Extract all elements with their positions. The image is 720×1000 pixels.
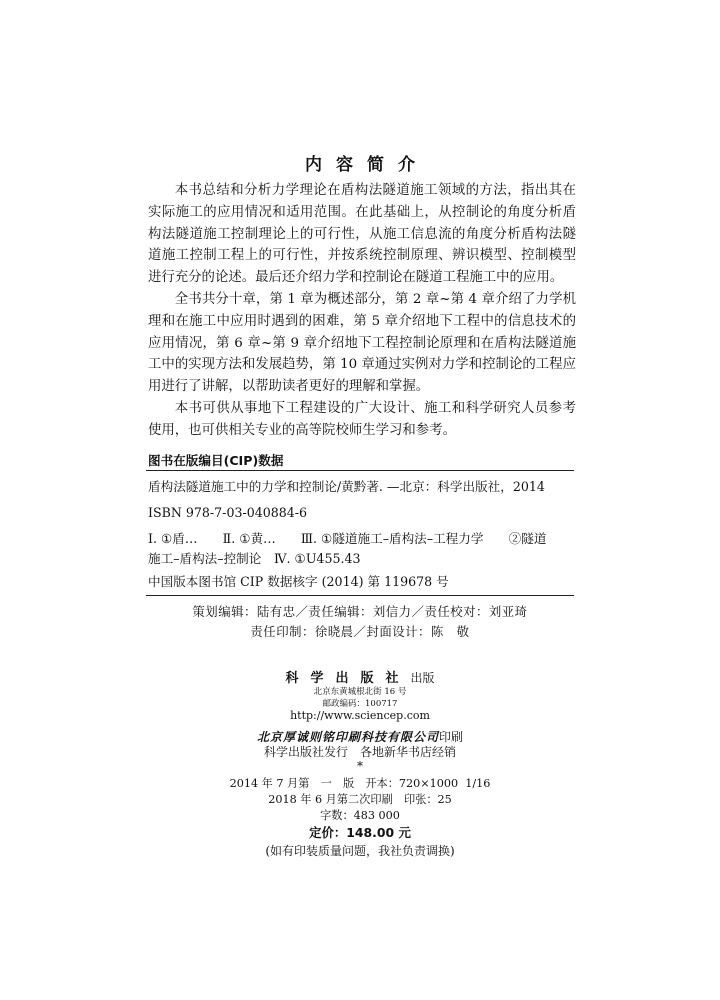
word-count: 字数：483 000 [320, 809, 400, 822]
credits-line-2: 责任印制：徐晓晨／封面设计：陈 敬 [250, 624, 470, 639]
credits-line-1: 策划编辑：陆有忠／责任编辑：刘信力／责任校对：刘亚琦 [192, 604, 528, 619]
summary-title: 内容简介 [305, 155, 429, 175]
printer-name: 北京厚诚则铭印刷科技有限公司 [256, 730, 439, 744]
publisher-line [0, 667, 720, 686]
cip-header: 图书在版编目(CIP)数据 [148, 453, 284, 468]
summary-paragraph-3: 本书可供从事地下工程建设的广大设计、施工和科学研究人员参考使用，也可供相关专业的高等院校师生学习和参考。 [148, 400, 576, 438]
separator-star: * [357, 759, 363, 773]
cip-classification-2: 施工–盾构法–控制论 Ⅳ. ①U455.43 [148, 551, 361, 566]
publisher-suffix: 出版 [410, 671, 435, 685]
summary-paragraph-2: 全书共分十章，第 1 章为概述部分，第 2 章~第 4 章介绍了力学机理和在施工中应用时遇到的困难，第 5 章介绍地下工程中的信息技术的应用情况，第 6 章~第 9 章介绍地下工程控制论原理和在盾构法隧道施工中的实现方法和发展趋势，第 10 章通过实例对力学和控制论的工程应用进行了讲解，以帮助读者更好的理解和掌握。 [148, 291, 576, 395]
summary-body [148, 180, 576, 442]
publisher-name: 科学出版社 [285, 671, 411, 686]
distribution-line: 科学出版社发行 各地新华书店经销 [263, 745, 456, 759]
cip-bottom-rule [146, 595, 574, 596]
summary-paragraph-1: 本书总结和分析力学理论在盾构法隧道施工领域的方法，指出其在实际施工的应用情况和适用范围。在此基础上，从控制论的角度分析盾构法隧道施工控制理论上的可行性，从施工信息流的角度分析盾构法隧道施工控制工程上的可行性，并按系统控制原理、辨识模型、控制模型进行充分的论述。最后还介绍力学和控制论在隧道工程施工中的应用。 [148, 183, 576, 286]
cip-isbn: ISBN 978-7-03-040884-6 [148, 505, 308, 520]
publisher-postcode: 邮政编码：100717 [322, 699, 398, 709]
printer-suffix: 印刷 [439, 730, 464, 744]
cip-top-rule [146, 470, 574, 471]
cip-classification-1: Ⅰ. ①盾… Ⅱ. ①黄… Ⅲ. ①隧道施工–盾构法–工程力学 ②隧道 [148, 531, 547, 546]
price: 定价：148.00 元 [309, 825, 411, 840]
publisher-address: 北京东黄城根北街 16 号 [313, 687, 407, 697]
cip-number: 中国版本图书馆 CIP 数据核字 (2014) 第 119678 号 [148, 574, 449, 589]
publisher-url: http://www.sciencep.com [290, 709, 430, 722]
edition-line-1: 2014 年 7 月第 一 版 开本：720×1000 1/16 [229, 777, 491, 790]
edition-line-2: 2018 年 6 月第二次印刷 印张：25 [268, 793, 452, 806]
notice: (如有印装质量问题，我社负责调换) [265, 844, 455, 858]
cip-title-line: 盾构法隧道施工中的力学和控制论/黄黔著. —北京：科学出版社，2014 [148, 479, 545, 494]
